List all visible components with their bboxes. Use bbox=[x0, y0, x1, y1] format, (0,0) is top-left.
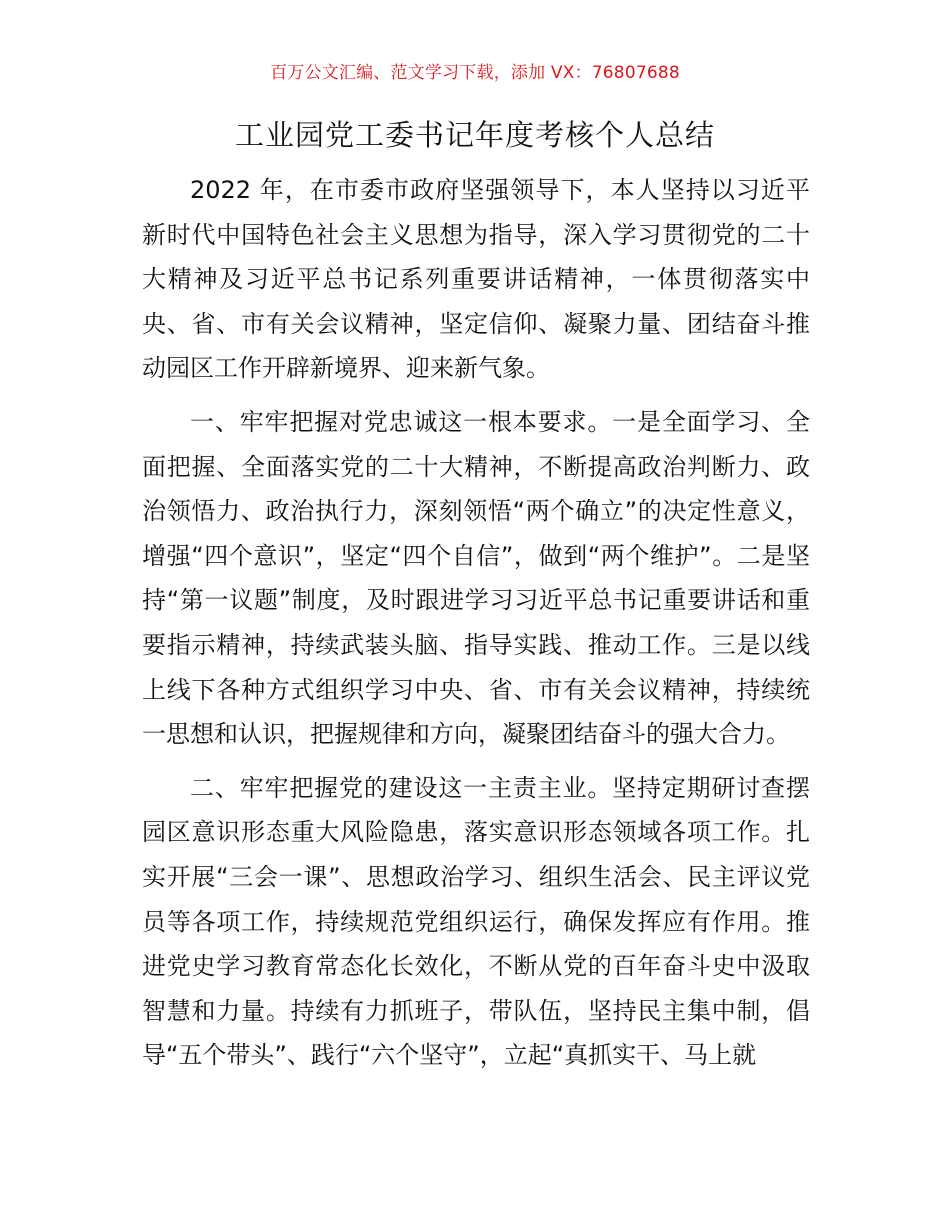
paragraph-section-1: 一、牢牢把握对党忠诚这一根本要求。一是全面学习、全面把握、全面落实党的二十大精神，不断提高政治判断力、政治领悟力、政治执行力，深刻领悟“两个确立”的决定性意义，增强“四个意识”，坚定“四个自信”，做到“两个维护”。二是坚持“第一议题”制度，及时跟进学习习近平总书记重要讲话和重要指示精神，持续武装头脑、指导实践、推动工作。三是以线上线下各种方式组织学习中央、省、市有关会议精神，持续统一思想和认识，把握规律和方向，凝聚团结奋斗的强大合力。 bbox=[142, 407, 810, 749]
document-body bbox=[142, 168, 810, 1087]
document-title: 工业园党工委书记年度考核个人总结 bbox=[234, 118, 715, 152]
paragraph-section-2: 二、牢牢把握党的建设这一主责主业。坚持定期研讨查摆园区意识形态重大风险隐患，落实意识形态领域各项工作。扎实开展“三会一课”、思想政治学习、组织生活会、民主评议党员等各项工作，持续规范党组织运行，确保发挥应有作用。推进党史学习教育常态化长效化，不断从党的百年奋斗史中汲取智慧和力量。持续有力抓班子，带队伍，坚持民主集中制，倡导“五个带头”、践行“六个坚守”，立起“真抓实干、马上就 bbox=[142, 773, 810, 1070]
paragraph-intro: 2022 年，在市委市政府坚强领导下，本人坚持以习近平新时代中国特色社会主义思想为指导，深入学习贯彻党的二十大精神及习近平总书记系列重要讲话精神，一体贯彻落实中央、省、市有关会议精神，坚定信仰、凝聚力量、团结奋斗推动园区工作开辟新境界、迎来新气象。 bbox=[142, 176, 810, 383]
header-contact-note: 百万公文汇编、范文学习下载，添加 VX：76807688 bbox=[270, 63, 680, 83]
